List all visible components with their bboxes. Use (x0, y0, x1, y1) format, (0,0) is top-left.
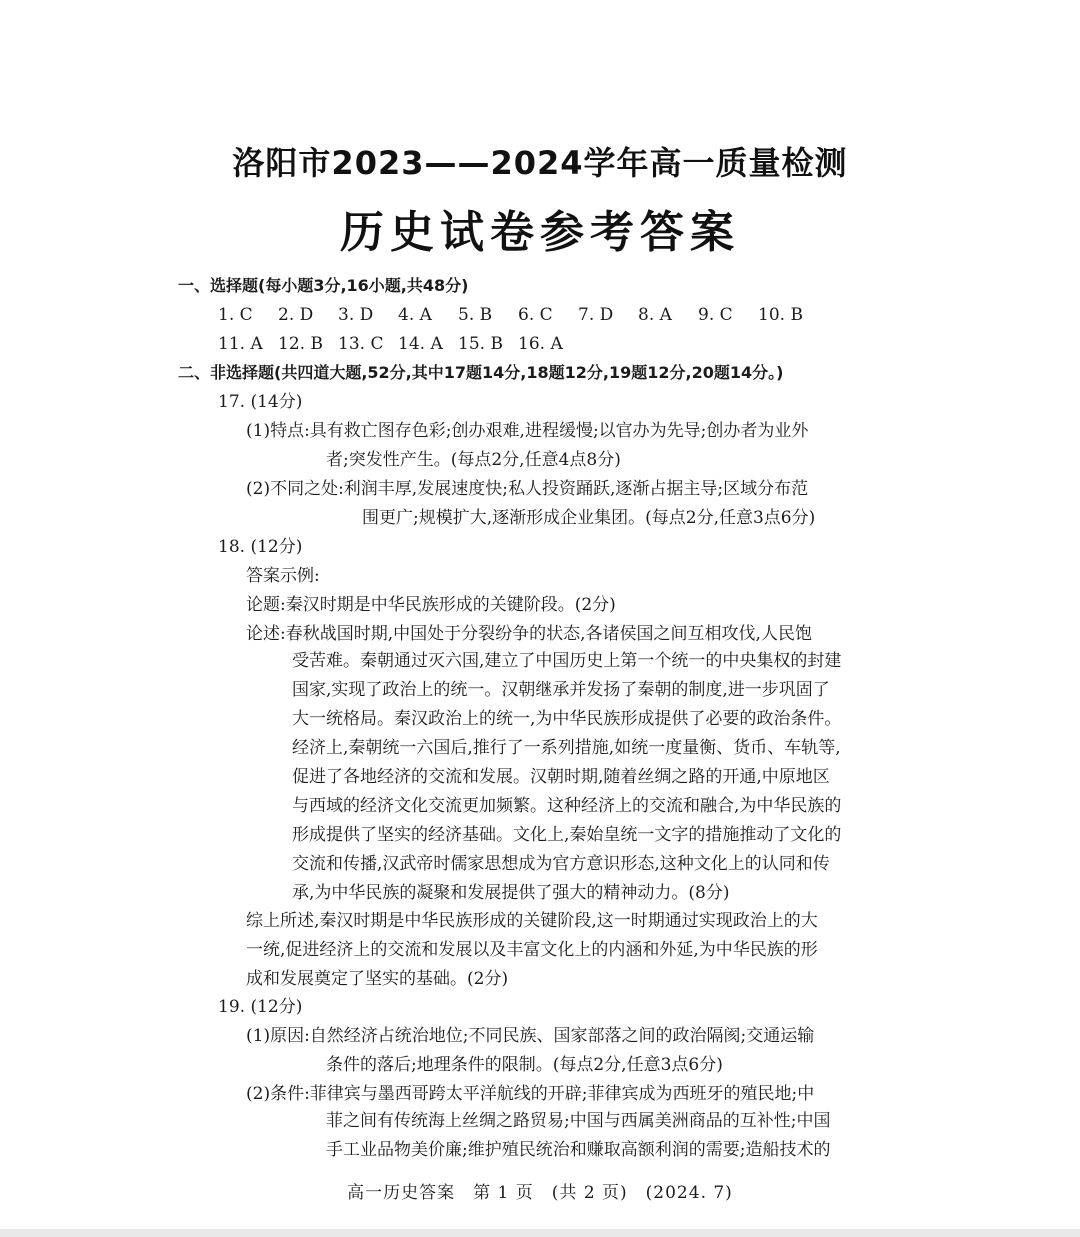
choice-answer: 16. A (518, 334, 563, 354)
choice-answer: 11. A (218, 334, 263, 354)
choice-answer: 5. B (458, 305, 493, 325)
q19-answer-2-line: (2)条件:菲律宾与墨西哥跨太平洋航线的开辟;菲律宾成为西班牙的殖民地;中 (246, 1084, 815, 1104)
choice-answer: 1. C (218, 305, 253, 325)
page-footer: 高一历史答案 第 1 页 (共 2 页) (2024. 7) (347, 1183, 733, 1203)
choice-answer: 3. D (338, 305, 374, 325)
choice-answer: 14. A (398, 334, 443, 354)
q17-answer-2-line: (2)不同之处:利润丰厚,发展速度快;私人投资踊跃,逐渐占据主导;区域分布范 (246, 479, 809, 499)
q18-argument-line: 论述:春秋战国时期,中国处于分裂纷争的状态,各诸侯国之间互相攻伐,人民饱 (246, 624, 812, 644)
q17-answer-2-line: 围更广;规模扩大,逐渐形成企业集团。(每点2分,任意3点6分) (362, 508, 816, 528)
q18-conclusion-line: 综上所述,秦汉时期是中华民族形成的关键阶段,这一时期通过实现政治上的大 (246, 911, 818, 931)
q18-argument-line: 与西域的经济文化交流更加频繁。这种经济上的交流和融合,为中华民族的 (292, 796, 842, 816)
question-17-label: 17. (14分) (218, 392, 303, 412)
choice-answer: 4. A (398, 305, 432, 325)
bottom-edge-divider (0, 1229, 1080, 1237)
choice-answer: 10. B (758, 305, 803, 325)
q18-argument-line: 承,为中华民族的凝聚和发展提供了强大的精神动力。(8分) (292, 883, 730, 903)
q19-answer-2-line: 手工业品物美价廉;维护殖民统治和赚取高额利润的需要;造船技术的 (326, 1140, 831, 1160)
choice-answers-row-1 (218, 303, 818, 327)
q18-argument-line: 大一统格局。秦汉政治上的统一,为中华民族形成提供了必要的政治条件。 (292, 709, 842, 729)
q18-argument-line: 国家,实现了政治上的统一。汉朝继承并发扬了秦朝的制度,进一步巩固了 (292, 680, 830, 700)
choice-answer: 8. A (638, 305, 672, 325)
choice-answer: 9. C (698, 305, 733, 325)
question-18-label: 18. (12分) (218, 537, 303, 557)
question-19-label: 19. (12分) (218, 997, 303, 1017)
section-heading-choice: 一、选择题(每小题3分,16小题,共48分) (178, 276, 469, 295)
q17-answer-1-line: 者;突发性产生。(每点2分,任意4点8分) (326, 450, 621, 470)
choice-answer: 15. B (458, 334, 503, 354)
section-heading-nonchoice: 二、非选择题(共四道大题,52分,其中17题14分,18题12分,19题12分,20题14分。) (178, 363, 784, 382)
q19-answer-1-line: 条件的落后;地理条件的限制。(每点2分,任意3点6分) (326, 1055, 723, 1075)
q19-answer-1-line: (1)原因:自然经济占统治地位;不同民族、国家部落之间的政治隔阂;交通运输 (246, 1026, 815, 1046)
q18-argument-line: 交流和传播,汉武帝时儒家思想成为官方意识形态,这种文化上的认同和传 (292, 854, 830, 874)
q19-answer-2-body (326, 1107, 916, 1165)
q18-conclusion-line: 一统,促进经济上的交流和发展以及丰富文化上的内涵和外延,为中华民族的形 (246, 940, 818, 960)
choice-answer: 13. C (338, 334, 384, 354)
q17-answer-1-line: (1)特点:具有救亡图存色彩;创办艰难,进程缓慢;以官办为先导;创办者为业外 (246, 421, 809, 441)
choice-answers-row-2 (218, 332, 578, 356)
q18-argument-line: 经济上,秦朝统一六国后,推行了一系列措施,如统一度量衡、货币、车轨等, (292, 738, 841, 758)
q19-answer-2-line: 菲之间有传统海上丝绸之路贸易;中国与西属美洲商品的互补性;中国 (326, 1111, 831, 1131)
exam-title: 洛阳市2023——2024学年高一质量检测 (232, 144, 848, 182)
q18-argument-body (292, 647, 912, 908)
choice-answer: 2. D (278, 305, 314, 325)
q18-argument-line: 促进了各地经济的交流和发展。汉朝时期,随着丝绸之路的开通,中原地区 (292, 767, 830, 787)
choice-answer: 12. B (278, 334, 323, 354)
q18-conclusion (246, 907, 916, 994)
choice-answer: 7. D (578, 305, 614, 325)
q18-argument-line: 形成提供了坚实的经济基础。文化上,秦始皇统一文字的措施推动了文化的 (292, 825, 842, 845)
q18-conclusion-line: 成和发展奠定了坚实的基础。(2分) (246, 969, 509, 989)
choice-answer: 6. C (518, 305, 553, 325)
q18-example-label: 答案示例: (246, 566, 320, 586)
document-subtitle: 历史试卷参考答案 (340, 207, 740, 258)
q18-argument-line: 受苦难。秦朝通过灭六国,建立了中国历史上第一个统一的中央集权的封建 (292, 651, 842, 671)
q18-thesis: 论题:秦汉时期是中华民族形成的关键阶段。(2分) (246, 595, 616, 615)
